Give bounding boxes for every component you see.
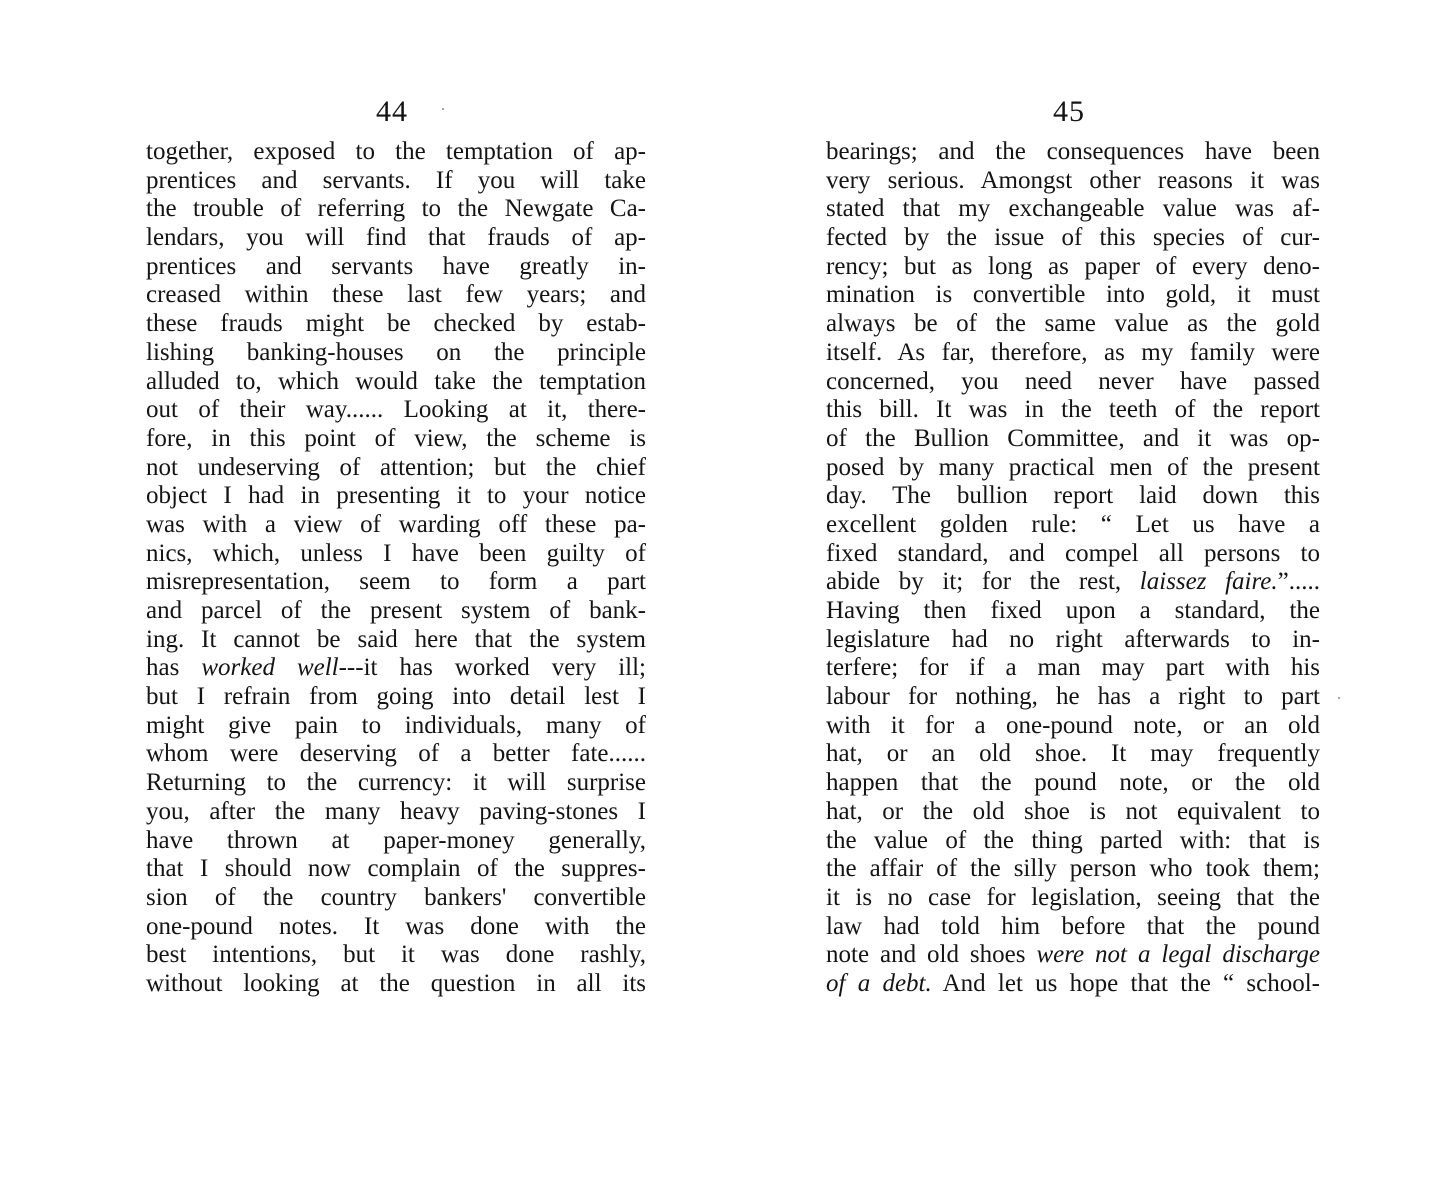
- text-line: posed by many practical men of the present: [826, 453, 1320, 481]
- text-line: and parcel of the present system of bank-: [146, 597, 646, 624]
- text-line: Returning to the currency: it will surprise: [146, 769, 646, 797]
- text-line: sion of the country bankers' convertible: [146, 883, 646, 911]
- text-line: the affair of the silly person who took them;: [826, 855, 1320, 883]
- text-line: hat, or the old shoe is not equivalent to: [826, 797, 1320, 825]
- text-line: object I had in presenting it to your notice: [146, 482, 646, 510]
- italic-phrase: of a debt.: [826, 969, 932, 997]
- page-number: 45: [1053, 95, 1085, 128]
- text-line: Having then fixed upon a standard, the: [826, 597, 1320, 624]
- italic-phrase: were not a legal discharge: [1036, 941, 1320, 969]
- text-line: hat, or an old shoe. It may frequently: [826, 740, 1320, 768]
- text-line: mination is convertible into gold, it must: [826, 281, 1320, 309]
- text-line: the trouble of referring to the Newgate Ca-: [146, 195, 646, 223]
- page-body: [146, 138, 646, 999]
- text-line: lishing banking-houses on the principle: [146, 338, 646, 366]
- text-line: you, after the many heavy paving-stones I: [146, 797, 646, 825]
- text-line: legislature had no right afterwards to in-: [826, 625, 1320, 653]
- text-segment: abide by it; for the rest,: [826, 568, 1140, 596]
- text-line: fore, in this point of view, the scheme is: [146, 424, 646, 452]
- text-line: [146, 654, 646, 683]
- text-line: [826, 970, 1320, 999]
- text-line: alluded to, which would take the temptation: [146, 367, 646, 395]
- text-line: labour for nothing, he has a right to part: [826, 683, 1320, 711]
- text-line: one-pound notes. It was done with the: [146, 912, 646, 940]
- text-line: itself. As far, therefore, as my family were: [826, 338, 1320, 366]
- text-line: best intentions, but it was done rashly,: [146, 941, 646, 969]
- italic-phrase: worked well: [201, 654, 339, 682]
- italic-phrase: laissez faire.: [1139, 568, 1278, 596]
- text-line: creased within these last few years; and: [146, 281, 646, 309]
- text-segment: And let us hope that the “ school-: [931, 969, 1320, 997]
- text-line: was with a view of warding off these pa-: [146, 510, 646, 538]
- text-line: day. The bullion report laid down this: [826, 482, 1320, 510]
- text-line: not undeserving of attention; but the chief: [146, 453, 646, 481]
- text-segment: note and old shoes: [826, 941, 1037, 969]
- text-line: whom were deserving of a better fate......: [146, 740, 646, 768]
- text-line: that I should now complain of the suppres-: [146, 855, 646, 883]
- text-line: without looking at the question in all its: [146, 969, 646, 997]
- text-line: this bill. It was in the teeth of the report: [826, 396, 1320, 424]
- text-line: of the Bullion Committee, and it was op-: [826, 424, 1320, 452]
- text-line: lendars, you will find that frauds of ap-: [146, 224, 646, 252]
- text-line: nics, which, unless I have been guilty of: [146, 539, 646, 567]
- text-line: very serious. Amongst other reasons it was: [826, 166, 1320, 194]
- text-line: bearings; and the consequences have been: [826, 138, 1320, 165]
- text-segment: ---it has worked very ill;: [338, 654, 646, 682]
- text-line: these frauds might be checked by estab-: [146, 310, 646, 338]
- page-body: [826, 138, 1320, 999]
- text-line: misrepresentation, seem to form a part: [146, 568, 646, 596]
- text-line: [826, 941, 1320, 970]
- text-line: with it for a one-pound note, or an old: [826, 711, 1320, 739]
- text-segment: ”.....: [1277, 568, 1320, 596]
- text-line: it is no case for legislation, seeing that the: [826, 883, 1320, 911]
- text-line: fixed standard, and compel all persons to: [826, 539, 1320, 567]
- text-line: always be of the same value as the gold: [826, 310, 1320, 338]
- text-line: together, exposed to the temptation of ap-: [146, 138, 646, 165]
- page-number: 44: [376, 95, 408, 128]
- text-segment: has: [146, 654, 202, 682]
- text-line: happen that the pound note, or the old: [826, 769, 1320, 797]
- text-line: terfere; for if a man may part with his: [826, 654, 1320, 682]
- text-line: rency; but as long as paper of every deno-: [826, 252, 1320, 280]
- text-line: law had told him before that the pound: [826, 912, 1320, 940]
- text-line: out of their way...... Looking at it, there-: [146, 396, 646, 424]
- text-line: have thrown at paper-money generally,: [146, 826, 646, 854]
- text-line: stated that my exchangeable value was af-: [826, 195, 1320, 223]
- text-line: prentices and servants have greatly in-: [146, 252, 646, 280]
- text-line: the value of the thing parted with: that is: [826, 826, 1320, 854]
- text-line: but I refrain from going into detail lest I: [146, 683, 646, 711]
- text-line: excellent golden rule: “ Let us have a: [826, 510, 1320, 538]
- text-line: prentices and servants. If you will take: [146, 166, 646, 194]
- text-line: might give pain to individuals, many of: [146, 711, 646, 739]
- text-line: [826, 568, 1320, 597]
- text-line: concerned, you need never have passed: [826, 367, 1320, 395]
- text-line: fected by the issue of this species of cur-: [826, 224, 1320, 252]
- print-speck: [1338, 697, 1340, 699]
- text-line: ing. It cannot be said here that the system: [146, 625, 646, 653]
- print-speck: [442, 108, 444, 110]
